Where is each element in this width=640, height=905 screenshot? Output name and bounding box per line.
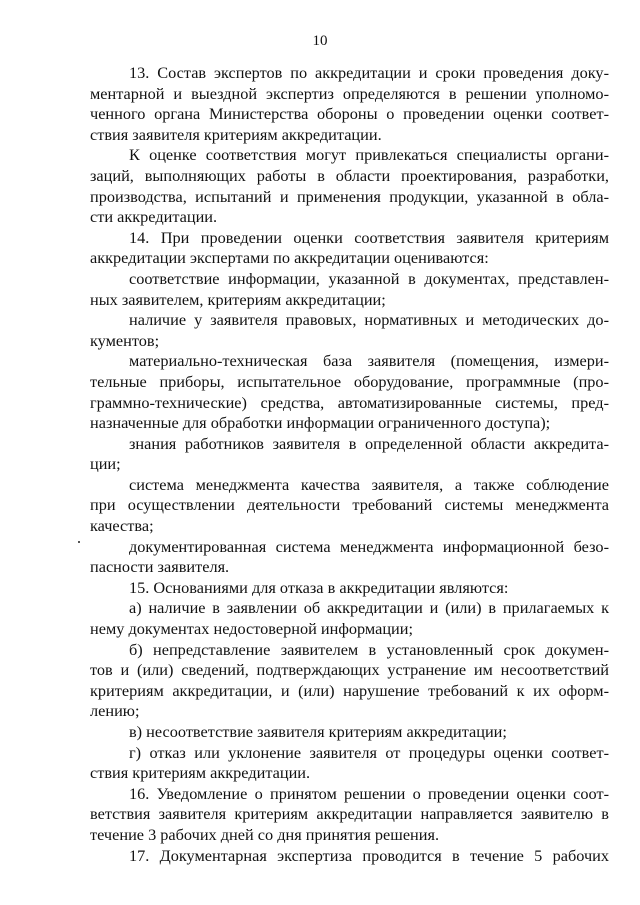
text-line: ствия заявителя критериям аккредитации. — [90, 124, 382, 144]
text-line: ствия критериям аккредитации. — [90, 763, 311, 783]
text-line: тов и (или) сведений, подтверждающих устранение им несоответствий — [90, 660, 609, 680]
text-line: материально-техническая база заявителя (помещения, измери- — [129, 351, 609, 371]
text-line: кументов; — [90, 330, 160, 350]
text-line: ченного органа Министерства обороны о проведении оценки соответ- — [90, 104, 609, 124]
text-line: ветствия заявителя критериям аккредитации направляется заявителю в — [90, 804, 609, 824]
text-line: производства, испытаний и применения продукции, указанной в обла- — [90, 186, 609, 206]
text-line: 16. Уведомление о принятом решении о проведении оценки соот- — [129, 783, 609, 803]
text-line: аккредитации экспертами по аккредитации оцениваются: — [90, 248, 489, 268]
text-line: б) непредставление заявителем в установленный срок докумен- — [129, 639, 609, 659]
text-line: сти аккредитации. — [90, 207, 218, 227]
text-line: ных заявителем, критериям аккредитации; — [90, 289, 386, 309]
text-line: лению; — [90, 701, 140, 721]
text-line: граммно-технические) средства, автоматизированные системы, пред- — [90, 392, 609, 412]
document-body — [90, 63, 609, 866]
text-line: ментарной и выездной экспертиз определяются в решении уполномо- — [90, 83, 609, 103]
text-line: г) отказ или уклонение заявителя от процедуры оценки соответ- — [129, 742, 609, 762]
text-line: соответствие информации, указанной в документах, представлен- — [129, 268, 609, 288]
text-line: в) несоответствие заявителя критериям аккредитации; — [129, 722, 507, 741]
page-number: 10 — [312, 33, 328, 49]
text-line: наличие у заявителя правовых, нормативных и методических до- — [129, 310, 609, 330]
text-line: ции; — [90, 454, 121, 474]
text-line: 17. Документарная экспертиза проводится в течение 5 рабочих — [129, 845, 609, 865]
text-line: 15. Основаниями для отказа в аккредитации являются: — [129, 577, 509, 597]
scan-speck — [78, 541, 80, 543]
text-line: знания работников заявителя в определенной области аккредита- — [129, 433, 609, 453]
text-line: документированная система менеджмента информационной безо- — [129, 536, 609, 556]
text-line: 14. При проведении оценки соответствия заявителя критериям — [129, 227, 609, 247]
text-line: а) наличие в заявлении об аккредитации и (или) в прилагаемых к — [129, 598, 609, 618]
text-line: качества; — [90, 516, 154, 536]
text-line: пасности заявителя. — [90, 557, 230, 577]
text-line: критериям аккредитации, и (или) нарушение требований к их оформ- — [90, 680, 609, 700]
text-line: течение 3 рабочих дней со дня принятия решения. — [90, 824, 440, 844]
text-line: система менеджмента качества заявителя, а также соблюдение — [129, 474, 609, 494]
text-line: заций, выполняющих работы в области проектирования, разработки, — [90, 165, 609, 185]
text-line: нему документах недостоверной информации; — [90, 619, 413, 639]
text-line: 13. Состав экспертов по аккредитации и сроки проведения доку- — [129, 63, 609, 82]
text-line: тельные приборы, испытательное оборудование, программные (про- — [90, 371, 609, 391]
text-line: назначенные для обработки информации ограниченного доступа); — [90, 413, 551, 433]
text-line: К оценке соответствия могут привлекаться специалисты органи- — [129, 145, 609, 165]
text-line: при осуществлении деятельности требований системы менеджмента — [90, 495, 609, 515]
